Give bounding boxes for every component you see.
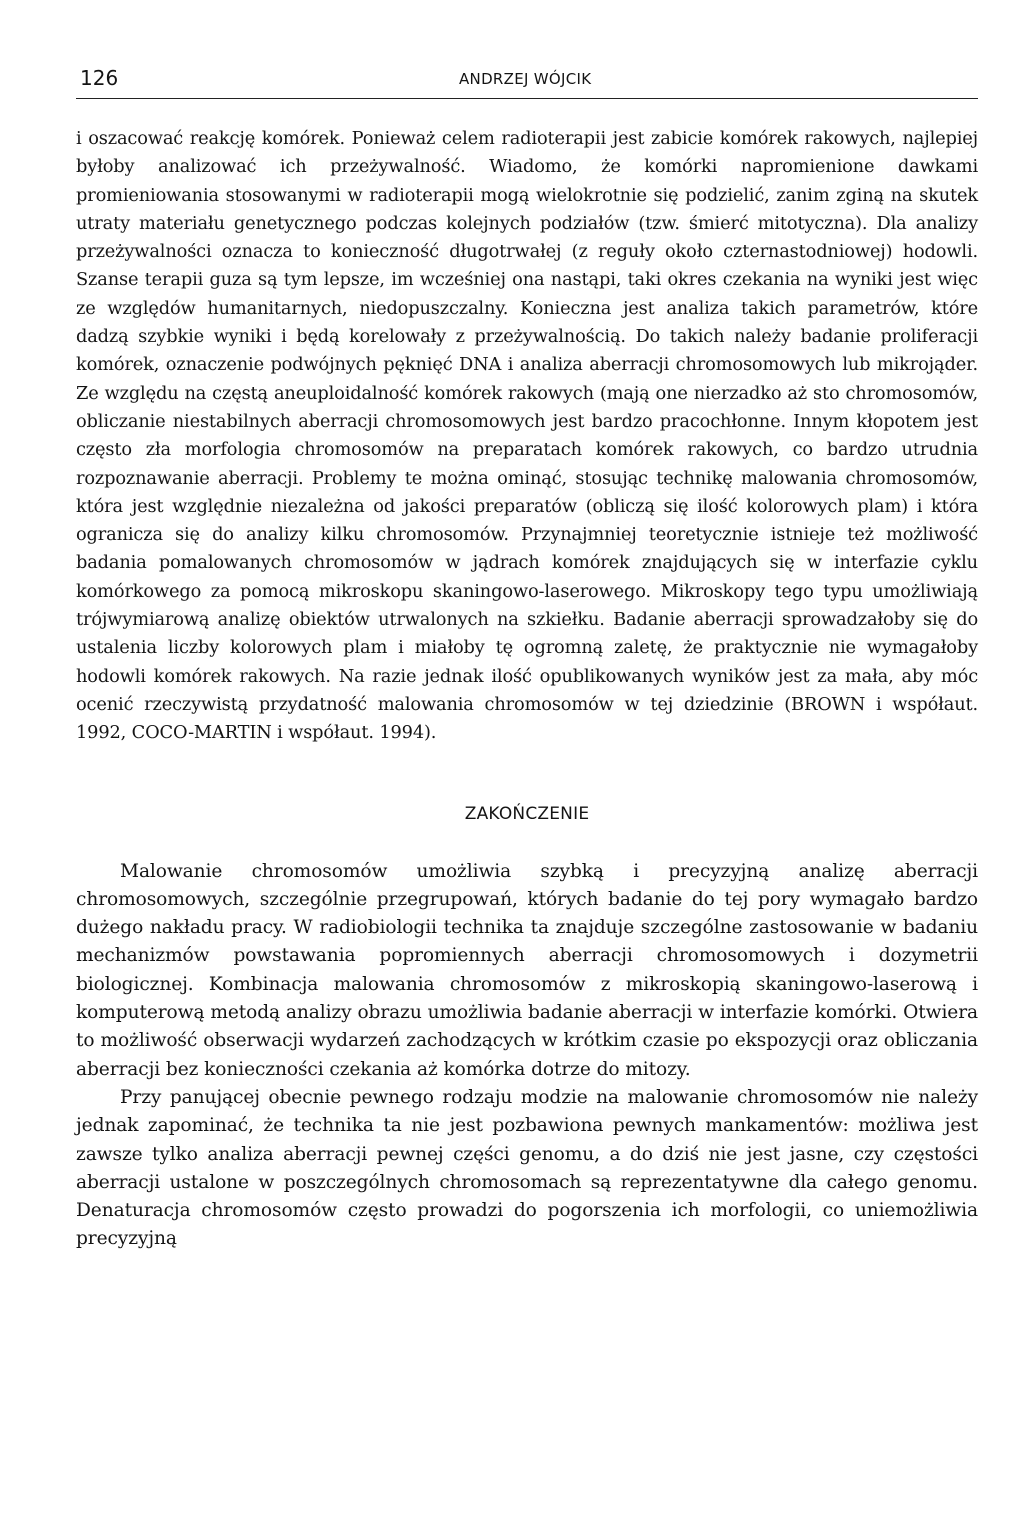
running-header — [76, 60, 978, 99]
page-number: 126 — [80, 66, 119, 90]
document-page — [76, 60, 978, 1254]
running-head-author: ANDRZEJ WÓJCIK — [459, 70, 592, 88]
section-paragraph-2: Przy panującej obecnie pewnego rodzaju modzie na malowanie chromosomów nie należy jednak zapominać, że technika ta nie jest pozbawiona pewnych mankamentów: możliwa jest zawsze tylko analiza aberracji pewnej części genomu, a do dziś nie jest jasne, czy częstości aberracji ustalone w poszczególnych chromosomach są reprezentatywne dla całego genomu. Denaturacja chromosomów często prowadzi do pogorszenia ich morfologii, co uniemożliwia precyzyjną — [76, 1086, 978, 1250]
section-text — [76, 858, 978, 1254]
section-paragraph-1: Malowanie chromosomów umożliwia szybką i precyzyjną analizę aberracji chromosomowych, szczególnie przegrupowań, których badanie do tej pory wymagało bardzo dużego nakładu pracy. W radiobiologii technika ta znajduje szczególne zastosowanie w badaniu mechanizmów powstawania popromiennych aberracji chromosomowych i dozymetrii biologicznej. Kombinacja malowania chromosomów z mikroskopią skaningowo-laserową i komputerową metodą analizy obrazu umożliwia badanie aberracji w interfazie komórki. Otwiera to możliwość obserwacji wydarzeń zachodzących w krótkim czasie po ekspozycji oraz obliczania aberracji bez konieczności czekania aż komórka dotrze do mitozy. — [76, 860, 978, 1080]
section-heading: ZAKOŃCZENIE — [464, 803, 590, 824]
body-text — [76, 125, 978, 748]
body-paragraph: i oszacować reakcję komórek. Ponieważ celem radioterapii jest zabicie komórek rakowych, najlepiej byłoby analizować ich przeżywalność. Wiadomo, że komórki napromienione dawkami promieniowania stosowanymi w radioterapii mogą wielokrotnie się podzielić, zanim zginą na skutek utraty materiału genetycznego podczas kolejnych podziałów (tzw. śmierć mitotyczna). Dla analizy przeżywalności oznacza to konieczność długotrwałej (z reguły około czternastodniowej) hodowli. Szanse terapii guza są tym lepsze, im wcześniej ona nastąpi, taki okres czekania na wyniki jest więc ze względów humanitarnych, niedopuszczalny. Konieczna jest analiza takich parametrów, które dadzą szybkie wyniki i będą korelowały z przeżywalnością. Do takich należy badanie proliferacji komórek, oznaczenie podwójnych pęknięć DNA i analiza aberracji chromosomowych lub mikrojąder. Ze względu na częstą aneuploidalność komórek rakowych (mają one nierzadko aż sto chromosomów, obliczanie niestabilnych aberracji chromosomowych jest bardzo pracochłonne. Innym kłopotem jest często zła morfologia chromosomów na preparatach komórek rakowych, co bardzo utrudnia rozpoznawanie aberracji. Problemy te można ominąć, stosując technikę malowania chromosomów, która jest względnie niezależna od jakości preparatów (obliczą się ilość kolorowych plam) i która ogranicza się do analizy kilku chromosomów. Przynajmniej teoretycznie istnieje też możliwość badania pomalowanych chromosomów w jądrach komórek znajdujących się w interfazie cyklu komórkowego za pomocą mikroskopu skaningowo-laserowego. Mikroskopy tego typu umożliwiają trójwymiarową analizę obiektów utrwalonych na szkiełku. Badanie aberracji sprowadzałoby się do ustalenia liczby kolorowych plam i miałoby tę ogromną zaletę, że praktycznie nie wymagałoby hodowli komórek rakowych. Na razie jednak ilość opublikowanych wyników jest za mała, aby móc ocenić rzeczywistą przydatność malowania chromosomów w tej dziedzinie (BROWN i współaut. 1992, COCO-MARTIN i współaut. 1994). — [76, 128, 978, 744]
